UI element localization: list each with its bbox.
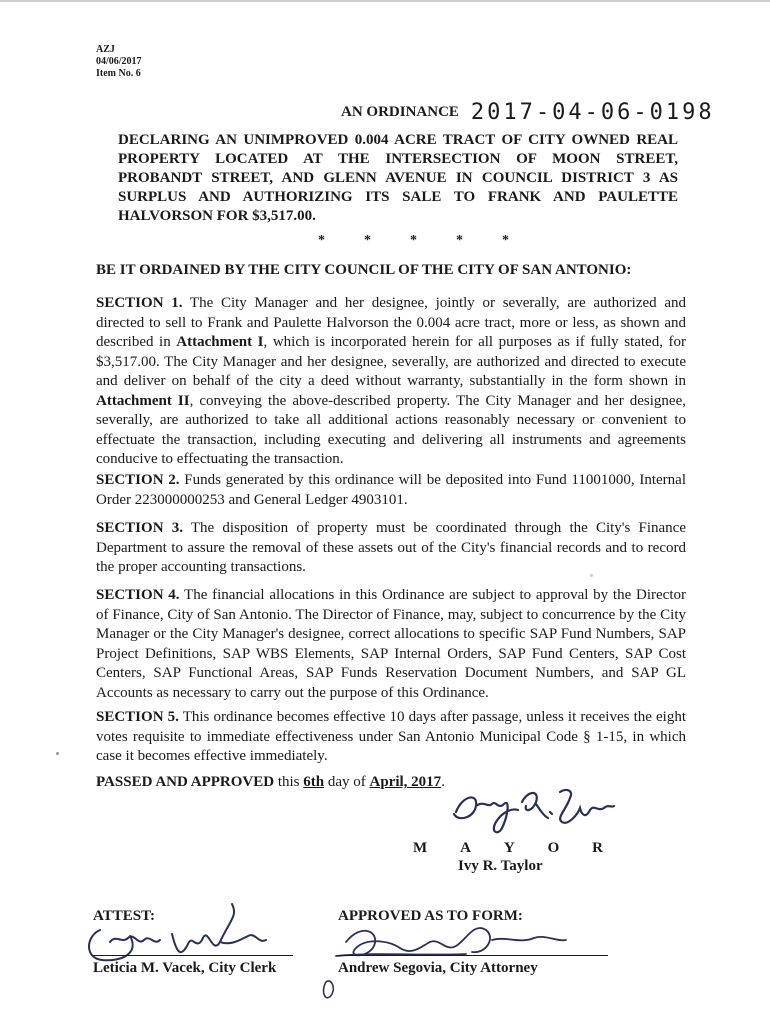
mayor-signature-icon xyxy=(448,782,618,842)
section-heading: SECTION 2. xyxy=(96,472,180,488)
section-text: The disposition of property must be coordinated through the City's Finance Department to assure the removal of these assets out of the City's financial records and to record the proper accounting transactions. xyxy=(96,520,686,575)
signature-stroke xyxy=(89,904,266,960)
ordinance-label: AN ORDINANCE xyxy=(341,104,459,120)
scan-speck xyxy=(56,752,59,755)
mayor-letter: A xyxy=(460,840,471,856)
mayor-letter: Y xyxy=(503,840,515,856)
ordinance-heading xyxy=(341,100,715,125)
meta-initials: AZJ xyxy=(96,44,115,55)
mayor-title xyxy=(413,840,603,857)
separator-stars xyxy=(318,233,548,249)
section-2 xyxy=(96,471,686,510)
section-3 xyxy=(96,519,686,578)
star: * xyxy=(318,233,325,248)
section-text: Funds generated by this ordinance will be deposited into Fund 11001000, Internal Order 223000000253 and General Ledger 4903101. xyxy=(96,472,686,508)
passed-text: this xyxy=(274,774,304,790)
ordaining-clause: BE IT ORDAINED BY THE CITY COUNCIL OF THE CITY OF SAN ANTONIO: xyxy=(96,262,632,278)
mayor-letter: R xyxy=(592,840,603,856)
star: * xyxy=(502,233,509,248)
section-heading: SECTION 1. xyxy=(96,295,183,311)
document-meta xyxy=(96,44,142,80)
clerk-signature-line xyxy=(93,955,293,956)
section-1 xyxy=(96,294,686,470)
section-text: , which is incorporated herein for all purposes as if fully stated, for $3,517.00. The City Manager and her designee, severally, are authorized and directed to execute and deliver on behalf of the city a deed without warranty, substantially in the form shown in xyxy=(96,334,687,389)
signature-stroke xyxy=(324,981,334,998)
passed-text: day of xyxy=(324,774,370,790)
passed-and-approved xyxy=(96,774,445,791)
passed-day: 6th xyxy=(303,774,325,790)
mayor-letter: O xyxy=(547,840,560,856)
signature-stroke xyxy=(336,928,566,956)
mayor-name: Ivy R. Taylor xyxy=(458,858,543,874)
signature-stroke xyxy=(454,790,614,832)
attorney-signature-line xyxy=(338,955,608,956)
approved-as-to-form-label: APPROVED AS TO FORM: xyxy=(338,908,523,924)
section-heading: SECTION 3. xyxy=(96,520,183,536)
attachment-reference: Attachment II xyxy=(96,392,190,409)
section-5 xyxy=(96,708,686,767)
section-text: The financial allocations in this Ordinance are subject to approval by the Director of Finance, City of San Antonio. The Director of Finance, may, subject to concurrence by the City Manager or the City Manager's designee, correct allocations to specific SAP Fund Numbers, SAP Project Definitions, SAP WBS Elements, SAP Internal Orders, SAP Fund Centers, SAP Cost Centers, SAP Functional Areas, SAP Funds Reservation Document Numbers, and SAP GL Accounts as necessary to carry out the purpose of this Ordinance. xyxy=(96,587,686,701)
star: * xyxy=(364,233,371,248)
clerk-name: Leticia M. Vacek, City Clerk xyxy=(93,960,277,976)
star: * xyxy=(456,233,463,248)
section-text: The City Manager and her designee, jointly or severally, are authorized and directed to sell to Frank and Paulette Halvorson the 0.004 acre tract, more or less, as shown and described in xyxy=(96,295,686,350)
ordinance-title: DECLARING AN UNIMPROVED 0.004 ACRE TRACT OF CITY OWNED REAL PROPERTY LOCATED AT THE INTERSECTION OF MOON STREET, PROBANDT STREET, AND GLENN AVENUE IN COUNCIL DISTRICT 3 AS SURPLUS AND AUTHORIZING ITS SALE TO FRANK AND PAULETTE HALVORSON FOR $3,517.00. xyxy=(118,132,678,224)
meta-date: 04/06/2017 xyxy=(96,56,142,67)
ordinance-number: 2017-04-06-0198 xyxy=(470,100,715,125)
section-heading: SECTION 4. xyxy=(96,587,180,603)
passed-text: . xyxy=(441,774,445,790)
attachment-reference: Attachment I xyxy=(176,334,264,350)
scan-edge xyxy=(0,0,770,2)
scan-speck xyxy=(590,574,593,577)
passed-month-year: April, 2017 xyxy=(369,774,442,790)
attest-label: ATTEST: xyxy=(93,908,155,924)
passed-label: PASSED AND APPROVED xyxy=(96,774,275,790)
attorney-name: Andrew Segovia, City Attorney xyxy=(338,960,538,976)
section-text: , conveying the above-described property. The City Manager and her designee, severally, are authorized to take all additional actions reasonably necessary or convenient to effectuate the transaction, including executing and delivering all instruments and agreements conducive to effectuating the transaction. xyxy=(96,392,686,467)
section-4 xyxy=(96,586,686,703)
mayor-letter: M xyxy=(413,840,428,856)
meta-item: Item No. 6 xyxy=(96,68,141,79)
star: * xyxy=(410,233,417,248)
section-text: This ordinance becomes effective 10 days after passage, unless it receives the eight votes requisite to immediate effectiveness under San Antonio Municipal Code § 1-15, in which case it becomes effective immediately. xyxy=(96,709,686,764)
section-heading: SECTION 5. xyxy=(96,709,179,725)
